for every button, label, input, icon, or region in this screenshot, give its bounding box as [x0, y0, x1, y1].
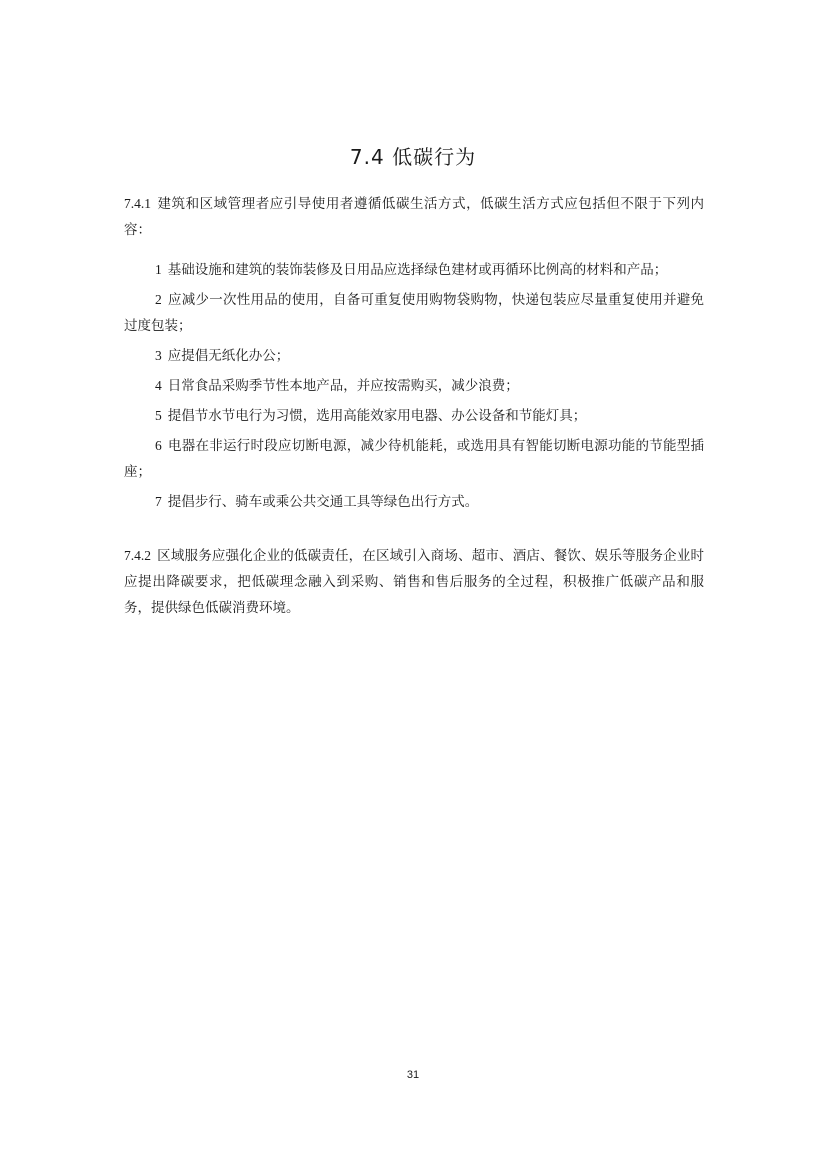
clause-number: 7.4.1 — [124, 196, 151, 211]
list-item — [124, 433, 704, 485]
list-item-number: 7 — [155, 494, 162, 509]
list-item-number: 6 — [155, 438, 162, 453]
clause-body — [124, 543, 704, 621]
clause-7-4-1 — [124, 191, 704, 243]
list-item-text: 应减少一次性用品的使用，自备可重复使用购物袋购物，快递包装应尽量重复使用并避免过度包装； — [124, 292, 704, 334]
clause-text: 建筑和区域管理者应引导使用者遵循低碳生活方式，低碳生活方式应包括但不限于下列内容： — [124, 196, 704, 238]
list-item — [124, 257, 704, 283]
list-item-text: 日常食品采购季节性本地产品，并应按需购买，减少浪费； — [167, 378, 519, 394]
clause-7-4-2 — [124, 543, 704, 621]
list-item-number: 2 — [155, 292, 162, 307]
section-title: 7.4 低碳行为 — [349, 145, 477, 169]
clause-intro — [124, 191, 704, 243]
list-item — [124, 287, 704, 339]
list-item-text: 提倡步行、骑车或乘公共交通工具等绿色出行方式。 — [167, 494, 479, 510]
list-item-number: 5 — [155, 408, 162, 423]
list-item-number: 1 — [155, 262, 162, 277]
list-item — [124, 343, 704, 369]
clause-7-4-1-list — [124, 257, 704, 515]
clause-text: 区域服务应强化企业的低碳责任，在区域引入商场、超市、酒店、餐饮、娱乐等服务企业时应提出降碳要求，把低碳理念融入到采购、销售和售后服务的全过程，积极推广低碳产品和服务，提供绿色低碳消费环境。 — [124, 548, 704, 616]
list-item — [124, 489, 704, 515]
list-item-text: 基础设施和建筑的装饰装修及日用品应选择绿色建材或再循环比例高的材料和产品； — [167, 262, 668, 278]
list-item — [124, 403, 704, 429]
list-item-text: 应提倡无纸化办公； — [167, 348, 290, 364]
list-item — [124, 373, 704, 399]
list-item-text: 提倡节水节电行为习惯，选用高能效家用电器、办公设备和节能灯具； — [167, 408, 587, 424]
page-number: 31 — [406, 1069, 420, 1081]
list-item-text: 电器在非运行时段应切断电源，减少待机能耗，或选用具有智能切断电源功能的节能型插座； — [124, 438, 704, 480]
clause-number: 7.4.2 — [124, 548, 151, 563]
list-item-number: 3 — [155, 348, 162, 363]
list-item-number: 4 — [155, 378, 162, 393]
